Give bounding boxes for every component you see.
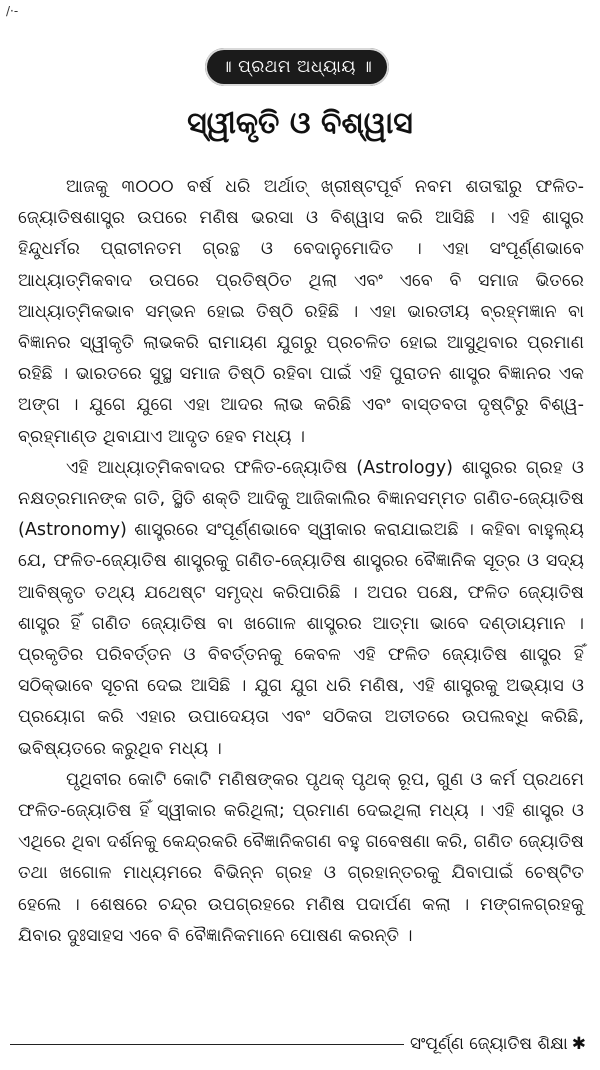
footer-rule — [10, 1044, 404, 1045]
paragraph: ଆଜକୁ ୩୦୦୦ ବର୍ଷ ଧରି ଅର୍ଥାତ୍ ଖ୍ରୀଷ୍ଟପୂର୍ବ ନବମ ଶତାବ୍ଦୀରୁ ଫଳିତ-ଜ୍ୟୋତିଷଶାସ୍ତ୍ର ଉପରେ ମଣିଷ ଭରସା ଓ ବିଶ୍ୱାସ କରି ଆସିଛି । ଏହି ଶାସ୍ତ୍ର ହିନ୍ଦୁଧର୍ମର ପ୍ରାଚୀନତମ ଗ୍ରନ୍ଥ ଓ ବେଦାନୁମୋଦିତ । ଏହା ସଂପୂର୍ଣ୍ଣଭାବେ ଆଧ୍ୟାତ୍ମିକବାଦ ଉପରେ ପ୍ରତିଷ୍ଠିତ ଥିଲା ଏବଂ ଏବେ ବି ସମାଜ ଭିତରେ ଆଧ୍ୟାତ୍ମିକଭାବ ସମ୍ଭନ ହୋଇ ତିଷ୍ଠି ରହିଛି । ଏହା ଭାରତୀୟ ବ୍ରହ୍ମଜ୍ଞାନ ବା ବିଜ୍ଞାନର ସ୍ୱୀକୃତି ଲାଭକରି ରାମାୟଣ ଯୁଗରୁ ପ୍ରଚଳିତ ହୋଇ ଆସୁଥିବାର ପ୍ରମାଣ ରହିଛି । ଭାରତରେ ସୁସ୍ଥ ସମାଜ ତିଷ୍ଠି ରହିବା ପାଇଁ ଏହି ପୁରାତନ ଶାସ୍ତ୍ର ବିଜ୍ଞାନର ଏକ ଅଙ୍ଗ । ଯୁଗେ ଯୁଗେ ଏହା ଆଦର ଲାଭ କରିଛି ଏବଂ ବାସ୍ତବତା ଦୃଷ୍ଟିରୁ ବିଶ୍ୱ-ବ୍ରହ୍ମାଣ୍ଡ ଥିବାଯାଏ ଆଦୃତ ହେବ ମଧ୍ୟ । — [18, 177, 584, 447]
footer-book-title: ସଂପୂର୍ଣ୍ଣ ଜ୍ୟୋତିଷ ଶିକ୍ଷା — [409, 1034, 568, 1054]
star-icon: ✱ — [571, 1034, 586, 1054]
paragraph: ଏହି ଆଧ୍ୟାତ୍ମିକବାଦର ଫଳିତ-ଜ୍ୟୋତିଷ (Astrology) ଶାସ୍ତ୍ରର ଗ୍ରହ ଓ ନକ୍ଷତ୍ରମାନଙ୍କ ଗତି, ସ୍ଥିତି ଶକ୍ତି ଆଦିକୁ ଆଜିକାଲିର ବିଜ୍ଞାନସମ୍ମତ ଗଣିତ-ଜ୍ୟୋତିଷ (Astronomy) ଶାସ୍ତ୍ରରେ ସଂପୂର୍ଣ୍ଣଭାବେ ସ୍ୱୀକାର କରାଯାଇଅଛି । କହିବା ବାହୁଲ୍ୟ ଯେ, ଫଳିତ-ଜ୍ୟୋତିଷ ଶାସ୍ତ୍ରକୁ ଗଣିତ-ଜ୍ୟୋତିଷ ଶାସ୍ତ୍ରର ବୈଜ୍ଞାନିକ ସୂତ୍ର ଓ ସଦ୍ୟ ଆବିଷ୍କୃତ ତଥ୍ୟ ଯଥେଷ୍ଟ ସମୃଦ୍ଧ କରିପାରିଛି । ଅପର ପକ୍ଷେ, ଫଳିତ ଜ୍ୟୋତିଷ ଶାସ୍ତ୍ର ହିଁ ଗଣିତ ଜ୍ୟୋତିଷ ବା ଖଗୋଳ ଶାସ୍ତ୍ରର ଆତ୍ମା ଭାବେ ଦଣ୍ଡାୟମାନ । ପ୍ରକୃତିର ପରିବର୍ତ୍ତନ ଓ ବିବର୍ତ୍ତନକୁ କେବଳ ଏହି ଫଳିତ ଜ୍ୟୋତିଷ ଶାସ୍ତ୍ର ହିଁ ସଠିକ୍‌ଭାବେ ସୂଚନା ଦେଇ ଆସିଛି । ଯୁଗ ଯୁଗ ଧରି ମଣିଷ, ଏହି ଶାସ୍ତ୍ରକୁ ଅଭ୍ୟାସ ଓ ପ୍ରୟୋଗ କରି ଏହାର ଉପାଦେୟତା ଏବଂ ସଠିକତା ଅତୀତରେ ଉପଲବ୍ଧି କରିଛି, ଭବିଷ୍ୟତରେ କରୁଥିବ ମଧ୍ୟ । — [18, 457, 584, 759]
body-text — [18, 172, 584, 952]
corner-mark: /·- — [6, 4, 19, 18]
paragraph: ପୃଥିବୀର କୋଟି କୋଟି ମଣିଷଙ୍କର ପୃଥକ୍ ପୃଥକ୍ ରୂପ, ଗୁଣ ଓ କର୍ମ ପ୍ରଥମେ ଫଳିତ-ଜ୍ୟୋତିଷ ହିଁ ସ୍ୱୀକାର କରିଥିଲା; ପ୍ରମାଣ ଦେଇଥିଲା ମଧ୍ୟ । ଏହି ଶାସ୍ତ୍ର ଓ ଏଥିରେ ଥିବା ଦର୍ଶନକୁ କେନ୍ଦ୍ରକରି ବୈଜ୍ଞାନିକଗଣ ବହୁ ଗବେଷଣା କରି, ଗଣିତ ଜ୍ୟୋତିଷ ତଥା ଖଗୋଳ ମାଧ୍ୟମରେ ବିଭିନ୍ନ ଗ୍ରହ ଓ ଗ୍ରହାନ୍ତରକୁ ଯିବାପାଇଁ ଚେଷ୍ଟିତ ହେଲେ । ଶେଷରେ ଚନ୍ଦ୍ର ଉପଗ୍ରହରେ ମଣିଷ ପଦାର୍ପଣ କଲା । ମଙ୍ଗଳଗ୍ରହକୁ ଯିବାର ଦୁଃସାହସ ଏବେ ବି ବୈଜ୍ଞାନିକମାନେ ପୋଷଣ କରନ୍ତି । — [18, 769, 584, 946]
page-title: ସ୍ୱୀକୃତି ଓ ବିଶ୍ୱାସ — [187, 106, 413, 141]
chapter-label — [205, 48, 389, 86]
page-footer — [10, 1030, 586, 1058]
chapter-label-text: ॥ ପ୍ରଥମ ଅଧ୍ୟାୟ ॥ — [221, 57, 373, 77]
